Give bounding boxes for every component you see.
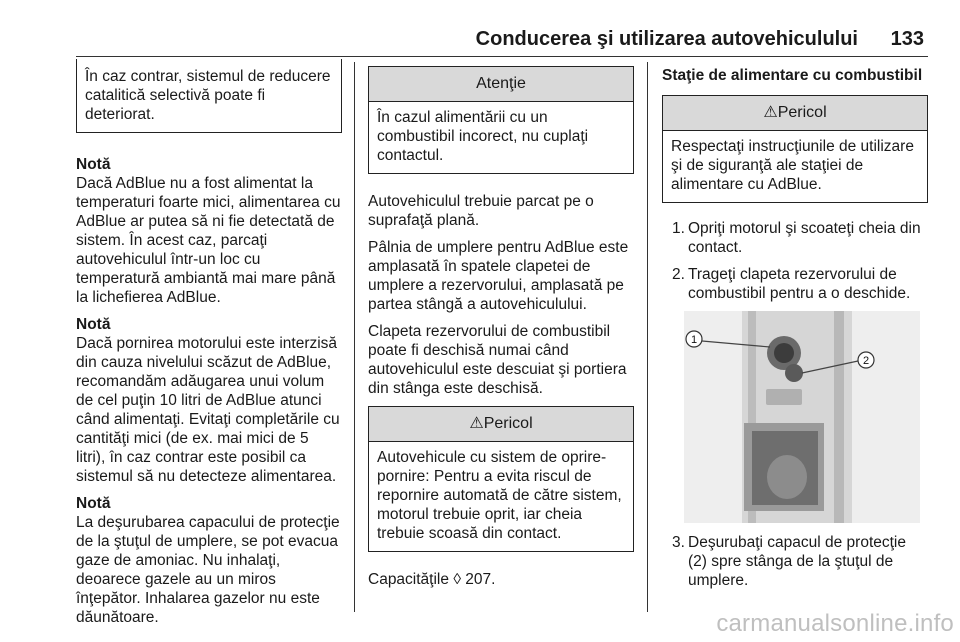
page-number: 133 — [890, 28, 924, 50]
column-middle — [368, 62, 634, 597]
note-text: La deşurubarea capacului de protecţie de la ştuţul de umplere, se pot evacua gaze de amoniac. Nu inhalaţi, deoarece gazele au un miros înţepător. Inhalarea gazelor nu este dăunătoare. — [76, 514, 340, 626]
step-number: 1. — [672, 220, 685, 237]
danger-box — [662, 95, 928, 203]
page-header — [76, 22, 928, 57]
steps-list-continued — [662, 533, 928, 590]
step-item — [662, 219, 928, 257]
danger-header — [369, 407, 633, 442]
paragraph: Clapeta rezervorului de combustibil poate fi deschisă numai când autovehiculul este descuiat şi portiera din stânga este deschisă. — [368, 323, 627, 397]
paragraph: Autovehiculul trebuie parcat pe o suprafaţă plană. — [368, 193, 594, 229]
column-right — [662, 62, 928, 598]
step-text: Trageţi clapeta rezervorului de combustibil pentru a o deschide. — [688, 266, 911, 302]
warning-triangle-icon: ⚠ — [469, 415, 484, 432]
note-title: Notă — [76, 495, 111, 512]
step-item — [662, 265, 928, 303]
note-1 — [76, 155, 342, 307]
step-text: Opriţi motorul şi scoateţi cheia din contact. — [688, 220, 921, 256]
note-2 — [76, 315, 342, 486]
danger-text: Autovehicule cu sistem de oprire-pornire: Pentru a evita riscul de repornire automată de către sistem, motorul trebuie oprit, iar cheia trebuie scoasă din contact. — [377, 449, 622, 542]
danger-text: Respectaţi instrucţiunile de utilizare şi de siguranţă ale staţiei de alimentare cu AdBlue. — [671, 138, 914, 193]
capacities-reference — [368, 570, 634, 589]
note-title: Notă — [76, 316, 111, 333]
danger-box — [368, 406, 634, 552]
callout-2: 2 — [862, 355, 870, 367]
column-divider — [354, 62, 355, 612]
step-number: 3. — [672, 534, 685, 551]
callout-1: 1 — [690, 334, 698, 346]
column-divider — [647, 62, 648, 612]
danger-title: Pericol — [483, 415, 533, 432]
step-number: 2. — [672, 266, 685, 283]
warning-continued-text: În caz contrar, sistemul de reducere catalitică selectivă poate fi deteriorat. — [85, 68, 331, 123]
danger-title: Pericol — [777, 104, 827, 121]
attention-title: Atenţie — [369, 67, 633, 102]
section-title: Staţie de alimentare cu combustibil — [662, 67, 923, 84]
fuel-filler-illustration — [684, 311, 920, 523]
step-item — [662, 533, 928, 590]
warning-triangle-icon: ⚠ — [763, 104, 778, 121]
note-text: Dacă pornirea motorului este interzisă din cauza nivelului scăzut de AdBlue, recomandăm adăugarea unui volum de cel puţin 10 litri de AdBlue atunci când alimentaţi. Evitaţi completările cu cantităţi mici (de ex. mai mici de 5 litri), în caz contrar este posibil ca sistemul să nu detecteze alimentarea. — [76, 335, 340, 485]
header-title: Conducerea şi utilizarea autovehiculului — [475, 28, 858, 50]
watermark-logo: carmanualsonline.info — [716, 610, 954, 637]
step-text: Deşurubaţi capacul de protecţie (2) spre stânga de la ştuţul de umplere. — [688, 534, 906, 589]
attention-text: În cazul alimentării cu un combustibil incorect, nu cuplaţi contactul. — [377, 109, 589, 164]
note-text: Dacă AdBlue nu a fost alimentat la temperaturi foarte mici, alimentarea cu AdBlue ar putea să ni fie detectată de sistem. În acest caz, parcaţi autovehiculul într-un loc cu temperatură ambiantă mai mare până la lichefierea AdBlue. — [76, 175, 341, 306]
continued-warning-box — [76, 59, 342, 133]
attention-box — [368, 66, 634, 174]
note-3 — [76, 494, 342, 627]
fuel-filler-photo — [684, 311, 920, 523]
capacities-label: Capacităţile — [368, 571, 449, 588]
capacities-page[interactable]: 207. — [465, 571, 496, 588]
steps-list — [662, 219, 928, 303]
column-left — [76, 62, 342, 635]
paragraph: Pâlnia de umplere pentru AdBlue este amplasată în spatele clapetei de umplere a rezervorului, amplasată pe partea stângă a autovehiculului. — [368, 239, 629, 313]
danger-header — [663, 96, 927, 131]
note-title: Notă — [76, 156, 111, 173]
page-reference-arrow-icon: ◊ — [453, 571, 461, 588]
